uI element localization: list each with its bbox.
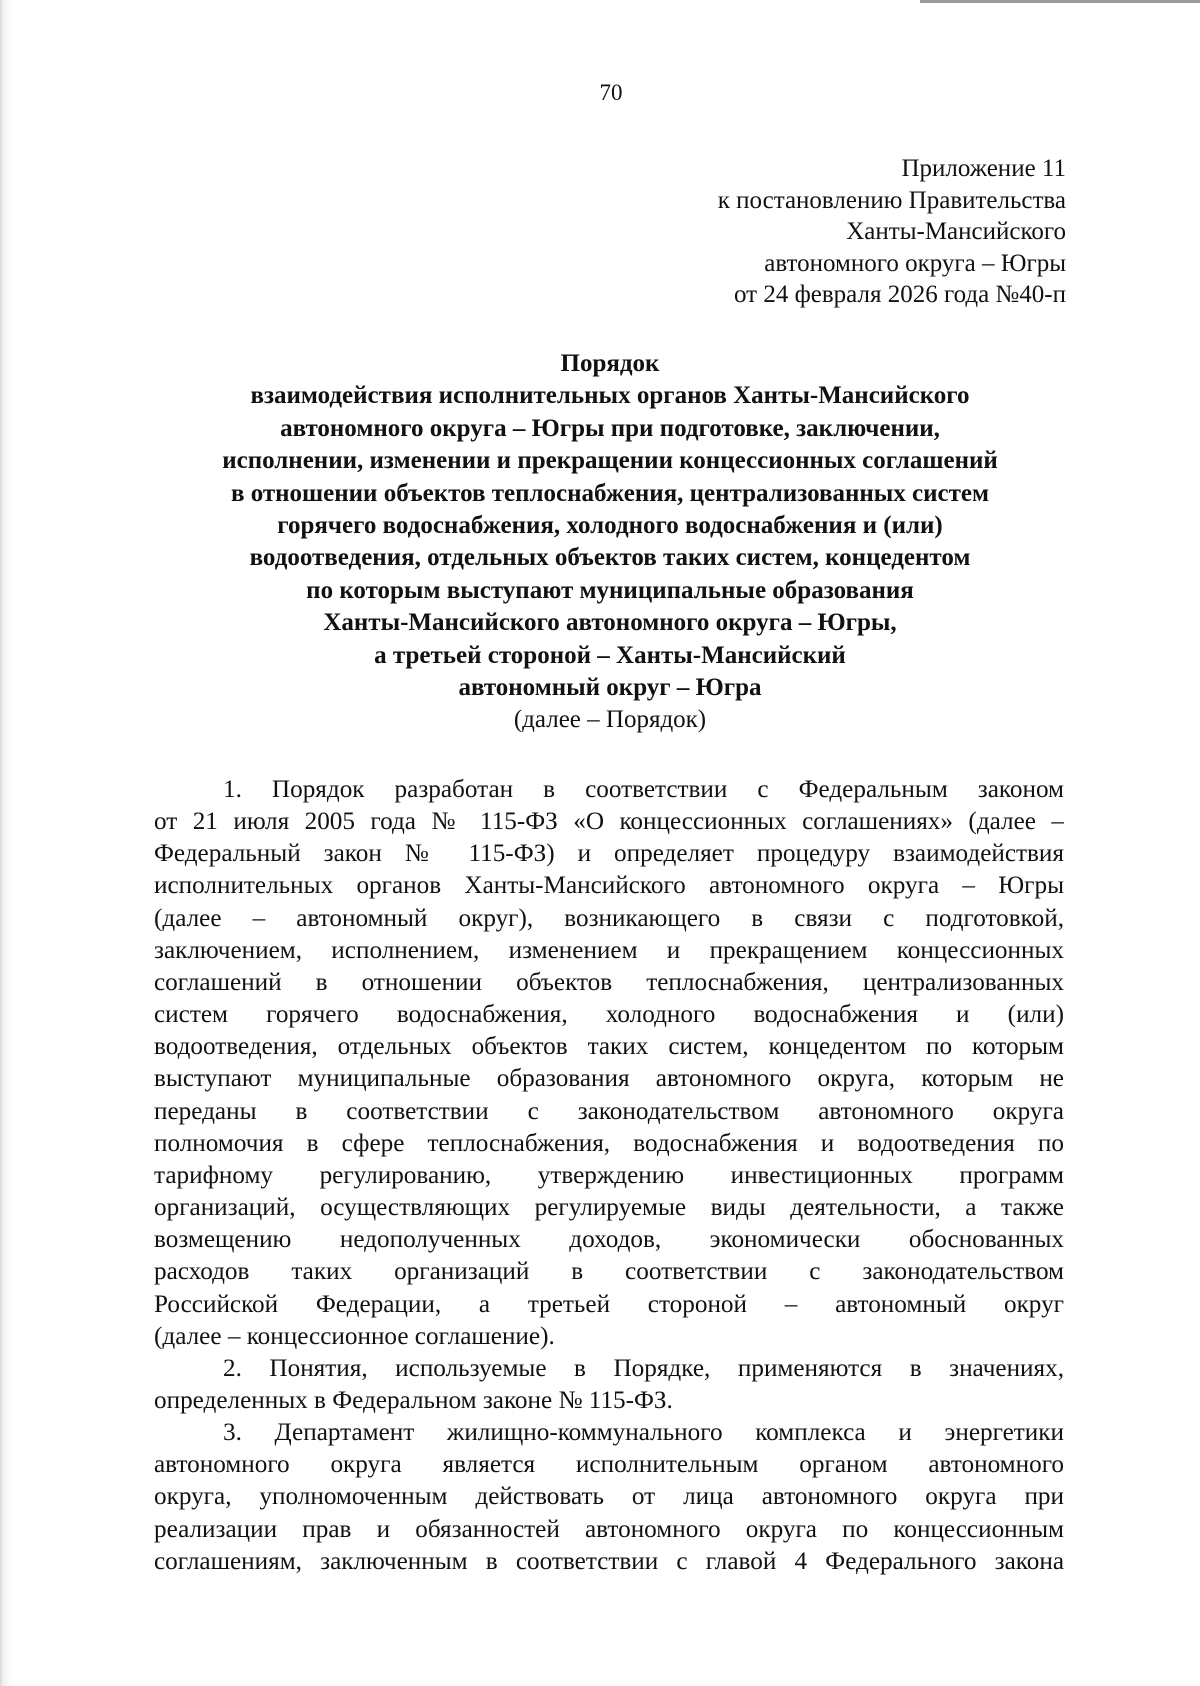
scan-edge-left <box>0 0 14 1686</box>
page-number: 70 <box>599 80 623 105</box>
paragraph-line: округа, уполномоченным действовать от лица автономного округа при <box>154 1483 1064 1511</box>
title-line: по которым выступают муниципальные образования <box>306 576 914 604</box>
paragraph-line: водоотведения, отдельных объектов таких систем, концедентом по которым <box>154 1033 1064 1061</box>
paragraph-line: 2. Понятия, используемые в Порядке, применяются в значениях, <box>223 1354 1064 1382</box>
paragraph-line: тарифному регулированию, утверждению инвестиционных программ <box>154 1161 1064 1189</box>
title-subtitle: (далее – Порядок) <box>513 706 707 734</box>
paragraph-line: Российской Федерации, а третьей стороной – автономный округ <box>154 1290 1064 1318</box>
appendix-block <box>718 153 1066 311</box>
paragraph-line: 1. Порядок разработан в соответствии с Федеральным законом <box>223 776 1064 803</box>
title-line: Порядок <box>560 350 660 377</box>
paragraph-line: организаций, осуществляющих регулируемые виды деятельности, а также <box>154 1194 1064 1222</box>
paragraph-line: (далее – концессионное соглашение). <box>154 1322 555 1350</box>
document-body <box>154 774 1064 1578</box>
paragraph-line: соглашениям, заключенным в соответствии с главой 4 Федерального закона <box>154 1547 1064 1575</box>
scan-edge-top <box>920 0 1200 3</box>
title-line: а третьей стороной – Ханты-Мансийский <box>374 641 846 669</box>
title-line: в отношении объектов теплоснабжения, централизованных систем <box>230 479 990 507</box>
paragraph-line: выступают муниципальные образования автономного округа, которым не <box>154 1065 1064 1093</box>
appendix-line: автономного округа – Югры <box>764 249 1066 277</box>
paragraph-line: полномочия в сфере теплоснабжения, водоснабжения и водоотведения по <box>154 1129 1064 1157</box>
paragraph-line: автономного округа является исполнительным органом автономного <box>154 1451 1064 1479</box>
paragraph-line: определенных в Федеральном законе № 115-ФЗ. <box>154 1386 673 1414</box>
title-line: взаимодействия исполнительных органов Ханты-Мансийского <box>250 382 970 410</box>
appendix-line: Ханты-Мансийского <box>846 218 1066 245</box>
appendix-line: к постановлению Правительства <box>717 186 1066 214</box>
document-title <box>140 348 1080 737</box>
paragraph-line: 3. Департамент жилищно-коммунального комплекса и энергетики <box>223 1419 1064 1447</box>
title-line: горячего водоснабжения, холодного водоснабжения и (или) <box>277 512 943 540</box>
paragraph-line: заключением, исполнением, изменением и прекращением концессионных <box>154 936 1064 964</box>
paragraph-line: исполнительных органов Ханты-Мансийского автономного округа – Югры <box>154 872 1064 900</box>
appendix-line: от 24 февраля 2026 года №40-п <box>733 281 1066 308</box>
paragraph-line: Федеральный закон № 115-ФЗ) и определяет процедуру взаимодействия <box>154 840 1064 868</box>
paragraph-line: возмещению недополученных доходов, экономически обоснованных <box>154 1226 1064 1254</box>
paragraph-line: расходов таких организаций в соответствии с законодательством <box>154 1258 1064 1286</box>
paragraph-line: переданы в соответствии с законодательством автономного округа <box>154 1097 1064 1125</box>
title-line: Ханты-Мансийского автономного округа – Югры, <box>323 609 897 637</box>
paragraph-line: (далее – автономный округ), возникающего в связи с подготовкой, <box>154 904 1064 932</box>
appendix-line: Приложение 11 <box>901 155 1066 182</box>
paragraph-1 <box>154 774 1064 1353</box>
paragraph-line: от 21 июля 2005 года № 115-ФЗ «О концессионных соглашениях» (далее – <box>154 808 1064 836</box>
paragraph-line: систем горячего водоснабжения, холодного водоснабжения и (или) <box>154 1001 1064 1029</box>
title-line: исполнении, изменении и прекращении концессионных соглашений <box>222 447 998 475</box>
title-line: автономный округ – Югра <box>458 674 762 702</box>
paragraph-line: реализации прав и обязанностей автономного округа по концессионным <box>154 1515 1064 1543</box>
paragraph-line: соглашений в отношении объектов теплоснабжения, централизованных <box>154 968 1064 996</box>
paragraph-2 <box>154 1353 1064 1417</box>
title-line: автономного округа – Югры при подготовке, заключении, <box>280 414 940 442</box>
title-line: водоотведения, отдельных объектов таких систем, концедентом <box>249 544 971 572</box>
paragraph-3 <box>154 1417 1064 1578</box>
